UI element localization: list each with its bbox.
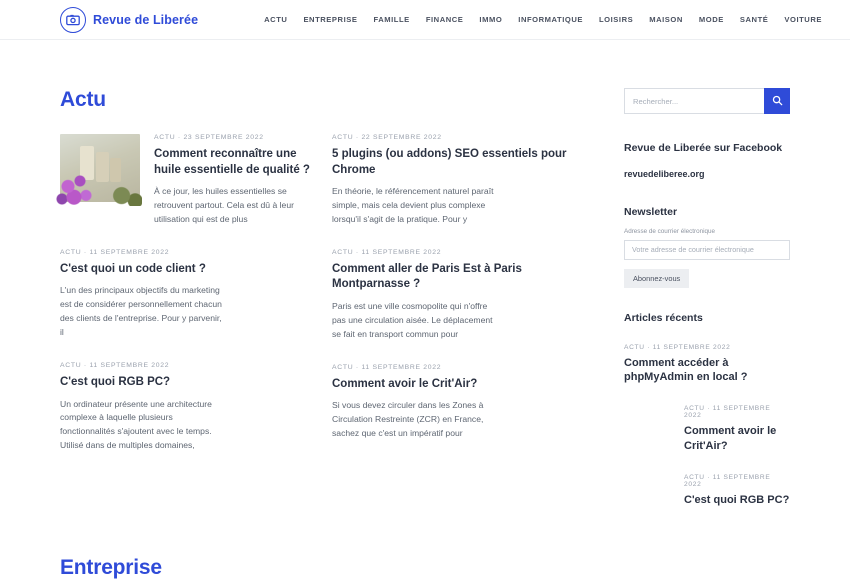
post-meta: ACTU · 23 SEPTEMBRE 2022	[154, 134, 264, 141]
recent-post-item[interactable]	[624, 344, 790, 386]
entreprise-section	[0, 532, 850, 580]
camera-logo-icon	[60, 7, 86, 33]
recent-post-item[interactable]	[624, 405, 790, 454]
nav-item-loisirs[interactable]: LOISIRS	[598, 15, 634, 24]
recent-post-meta: ACTU · 11 SEPTEMBRE 2022	[684, 473, 771, 488]
section-title-actu: Actu	[60, 88, 106, 111]
nav-item-finance[interactable]: FINANCE	[425, 15, 464, 24]
recent-post-meta: ACTU · 11 SEPTEMBRE 2022	[624, 343, 731, 351]
sidebar	[624, 88, 790, 532]
post-card[interactable]	[60, 362, 314, 453]
post-title[interactable]: 5 plugins (ou addons) SEO essentiels pour Chrome	[332, 148, 567, 176]
post-card[interactable]	[60, 134, 314, 227]
posts-column-right	[332, 134, 604, 475]
brand-name: Revue de Liberée	[93, 12, 199, 27]
post-title[interactable]: Comment aller de Paris Est à Paris Montparnasse ?	[332, 262, 522, 291]
recent-post-title[interactable]: Comment avoir le Crit'Air?	[684, 425, 777, 453]
nav-item-immo[interactable]: IMMO	[479, 15, 503, 24]
nav-item-actu[interactable]: ACTU	[264, 15, 288, 24]
nav-item-sante[interactable]: SANTÉ	[739, 15, 769, 24]
facebook-widget-link[interactable]: revuedeliberee.org	[624, 169, 705, 179]
nav-item-maison[interactable]: MAISON	[649, 15, 683, 24]
nav-item-mode[interactable]: MODE	[698, 15, 724, 24]
newsletter-email-input[interactable]	[624, 240, 790, 260]
recent-posts-widget	[624, 312, 790, 508]
recent-post-meta: ACTU · 11 SEPTEMBRE 2022	[684, 405, 771, 420]
post-excerpt: Paris est une ville cosmopolite qui n'offre pas une circulation aisée. Le déplacement se fait en transport commun pour	[332, 300, 493, 339]
search-widget	[624, 88, 790, 114]
nav-item-informatique[interactable]: INFORMATIQUE	[518, 15, 583, 24]
recent-post-item[interactable]	[624, 474, 790, 508]
post-thumbnail	[60, 134, 140, 202]
nav-item-entreprise[interactable]: ENTREPRISE	[303, 15, 358, 24]
recent-post-title[interactable]: C'est quoi RGB PC?	[684, 493, 790, 506]
main-content	[60, 88, 604, 532]
post-card[interactable]	[332, 134, 586, 227]
site-header	[0, 0, 850, 40]
page-body	[0, 40, 850, 532]
post-meta: ACTU · 11 SEPTEMBRE 2022	[332, 248, 442, 256]
post-title[interactable]: C'est quoi un code client ?	[60, 262, 206, 275]
post-card[interactable]	[332, 364, 586, 441]
post-excerpt: L'un des principaux objectifs du marketing est de considérer personnellement chacun des clients de l'entreprise. Pour y parvenir, il	[60, 285, 222, 338]
post-title[interactable]: Comment reconnaître une huile essentielle de qualité ?	[154, 148, 310, 176]
search-icon	[772, 94, 783, 109]
post-card[interactable]	[332, 249, 586, 342]
search-input[interactable]	[624, 88, 764, 114]
facebook-widget	[624, 142, 790, 182]
main-nav	[264, 15, 822, 24]
newsletter-email-label: Adresse de courrier électronique	[624, 228, 716, 235]
subscribe-button[interactable]: Abonnez-vous	[624, 269, 689, 288]
facebook-widget-title: Revue de Liberée sur Facebook	[624, 142, 783, 154]
post-card[interactable]	[60, 249, 314, 340]
post-title[interactable]: C'est quoi RGB PC?	[60, 376, 171, 388]
post-excerpt: En théorie, le référencement naturel paraît simple, mais cela devient plus complexe lorsqu'il s'agit de la pratique. Pour y	[332, 186, 494, 224]
nav-item-famille[interactable]: FAMILLE	[373, 15, 410, 24]
recent-posts-title: Articles récents	[624, 311, 703, 324]
post-title[interactable]: Comment avoir le Crit'Air?	[332, 377, 478, 390]
post-excerpt: Si vous devez circuler dans les Zones à Circulation Restreinte (ZCR) en France, sachez que c'est un impératif pour	[332, 400, 484, 438]
post-meta: ACTU · 11 SEPTEMBRE 2022	[332, 363, 442, 371]
search-button[interactable]	[764, 88, 790, 114]
recent-post-title[interactable]: Comment accéder à phpMyAdmin en local ?	[624, 356, 748, 384]
post-excerpt: Un ordinateur présente une architecture complexe à laquelle plusieurs fonctionnalités s'ajoutent avec le temps. Utilisé dans de multiples domaines,	[60, 398, 212, 451]
post-meta: ACTU · 11 SEPTEMBRE 2022	[60, 248, 170, 256]
newsletter-widget	[624, 206, 790, 288]
post-excerpt: À ce jour, les huiles essentielles se retrouvent partout. Cela est dû à leur utilisation qui est de plus	[154, 186, 294, 224]
section-title-entreprise: Entreprise	[60, 555, 162, 579]
post-meta: ACTU · 11 SEPTEMBRE 2022	[60, 362, 170, 369]
nav-item-voiture[interactable]: VOITURE	[784, 15, 822, 24]
posts-column-left	[60, 134, 332, 475]
site-logo[interactable]	[60, 7, 198, 33]
post-meta: ACTU · 22 SEPTEMBRE 2022	[332, 134, 442, 141]
posts-grid	[60, 134, 604, 475]
newsletter-title: Newsletter	[624, 206, 678, 218]
